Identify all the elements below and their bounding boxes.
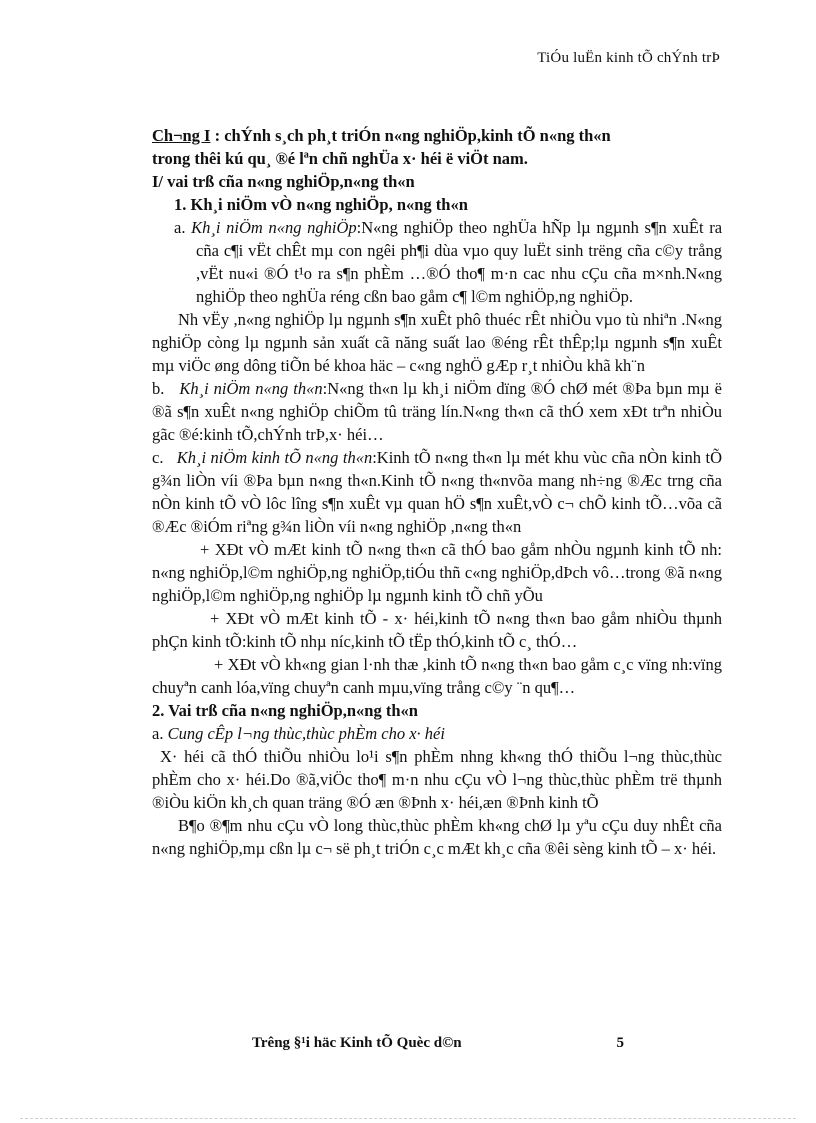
item-a-text: :N«ng nghiÖp theo nghÜa hÑp lµ ngµnh s¶n xuÊt ra cña c¶i vËt chÊt mµ con ngêi ph¶i dùa vµo quy luËt sinh trëng cña c©y trång ,vËt nu«i ®Ó t¹o ra s¶n phÈm …®Ó tho¶ m·n cac nhu cÇu cña m×nh.N«ng nghiÖp theo nghÜa réng cßn bao gåm c¶ l©m nghiÖp,ng nghiÖp. bbox=[196, 218, 723, 306]
paragraph-2a bbox=[152, 722, 722, 745]
section-heading: I/ vai trß cña n«ng nghiÖp,n«ng th«n bbox=[152, 172, 415, 191]
paragraph-plus-1: + XÐt vÒ mÆt kinh tÕ n«ng th«n cã thÓ bao gåm nhÒu ngµnh kinh tÕ nh: n«ng nghiÖp,l©m nghiÖp,ng nghiÖp,tiÓu thñ c«ng nghiÖp,dÞch vô…trong ®ã n«ng nghiÖp,l©m nghiÖp,ng nghiÖp lµ ngµnh kinh tÕ chñ yÕu bbox=[152, 540, 722, 605]
paragraph-b bbox=[152, 377, 722, 446]
item-a-label: a. bbox=[174, 218, 186, 237]
item-c-text: :Kinh tÕ n«ng th«n lµ mét khu vùc cña nÒn kinh tÕ g¾n liÒn víi ®Þa bµn n«ng th«n.Kinh tÕ n«ng th«nvõa mang nh÷ng ®Æc trng cña nÒn kinh tÕ vÒ lôc lîng s¶n xuÊt vµ quan hÖ s¶n xuÊt,vÒ c¬ chÕ kinh tÕ…võa cã ®Æc ®iÓm riªng g¾n liÒn víi n«ng nghiÖp ,n«ng th«n bbox=[152, 448, 722, 536]
item-2a-label: a. bbox=[152, 724, 164, 743]
chapter-title-text: : chÝnh s¸ch ph¸t triÓn n«ng nghiÖp,kinh tÕ n«ng th«n bbox=[210, 126, 611, 145]
footer-text: Trêng §¹i häc Kinh tÕ Quèc d©n bbox=[252, 1035, 462, 1051]
page-break-divider bbox=[20, 1118, 796, 1119]
paragraph-plus-2: + XÐt vÒ mÆt kinh tÕ - x· héi,kinh tÕ n«ng th«n bao gåm nhiÒu thµnh phÇn kinh tÕ:kinh tÕ nhµ níc,kinh tÕ tËp thÓ,kinh tÕ c¸ thÓ… bbox=[152, 609, 722, 651]
paragraph-c bbox=[152, 446, 722, 538]
chapter-title bbox=[152, 124, 722, 147]
paragraph-2-1: X· héi cã thÓ thiÕu nhiÒu lo¹i s¶n phÈm nhng kh«ng thÓ thiÕu l¬ng thùc,thùc phÈm cho x· héi.Do ®ã,viÖc tho¶ m·n nhu cÇu vÒ l¬ng thùc,thùc phÈm trë thµnh ®iÒu kiÖn kh¸ch quan träng ®Ó æn ®Þnh x· héi,æn ®Þnh kinh tÕ bbox=[152, 747, 722, 812]
item-b-label: b. bbox=[152, 379, 165, 398]
page-header: TiÓu luËn kinh tÕ chÝnh trÞ bbox=[537, 50, 720, 66]
subsection-2-heading: 2. Vai trß cña n«ng nghiÖp,n«ng th«n bbox=[152, 701, 418, 720]
item-c-label: c. bbox=[152, 448, 164, 467]
paragraph-2-2: B¶o ®¶m nhu cÇu vÒ long thùc,thùc phÈm kh«ng chØ lµ yªu cÇu duy nhÊt cña n«ng nghiÖp,mµ cßn lµ c¬ së ph¸t triÓn c¸c mÆt kh¸c cña ®êi sèng kinh tÕ – x· héi. bbox=[152, 816, 722, 858]
chapter-title-line2: trong thêi kú qu¸ ®é lªn chñ nghÜa x· héi ë viÖt nam. bbox=[152, 149, 528, 168]
item-b-term: Kh¸i niÖm n«ng th«n bbox=[179, 379, 323, 398]
item-2a-term: Cung cÊp l¬ng thùc,thùc phÈm cho x· héi bbox=[167, 724, 445, 743]
paragraph-nhu-vay: Nh vËy ,n«ng nghiÖp lµ ngµnh s¶n xuÊt phô thuéc rÊt nhiÒu vµo tù nhiªn .N«ng nghiÖp còng lµ ngµnh sản xuất cã năng suất lao ®éng rÊt thÊp;lµ ngµnh s¶n xuÊt mµ viÖc øng dông tiÕn bé khoa häc – c«ng nghÖ gÆp r¸t nhiÒu khã kh¨n bbox=[152, 310, 722, 375]
item-c-term: Kh¸i niÖm kinh tÕ n«ng th«n bbox=[176, 448, 373, 467]
item-b-text: :N«ng th«n lµ kh¸i niÖm dïng ®Ó chØ mét ®Þa bµn mµ ë ®ã s¶n xuÊt n«ng nghiÖp chiÕm tû träng lín.N«ng th«n cã thÓ xem xÐt trªn nhiÒu gãc ®é:kinh tÕ,chÝnh trÞ,x· héi… bbox=[152, 379, 722, 444]
subsection-1-heading: 1. Kh¸i niÖm vÒ n«ng nghiÖp, n«ng th«n bbox=[174, 195, 468, 214]
paragraph-plus-3: + XÐt vÒ kh«ng gian l·nh thæ ,kinh tÕ n«ng th«n bao gåm c¸c vïng nh:vïng chuyªn canh lóa,vïng chuyªn canh mµu,vïng trång c©y ¨n qu¶… bbox=[152, 655, 722, 697]
page-number: 5 bbox=[616, 1035, 624, 1051]
page-footer bbox=[252, 1035, 624, 1052]
paragraph-a bbox=[152, 216, 722, 308]
main-content bbox=[152, 124, 722, 860]
item-a-term: Kh¸i niÖm n«ng nghiÖp bbox=[191, 218, 357, 237]
chapter-label: Ch¬ng I bbox=[152, 126, 211, 145]
